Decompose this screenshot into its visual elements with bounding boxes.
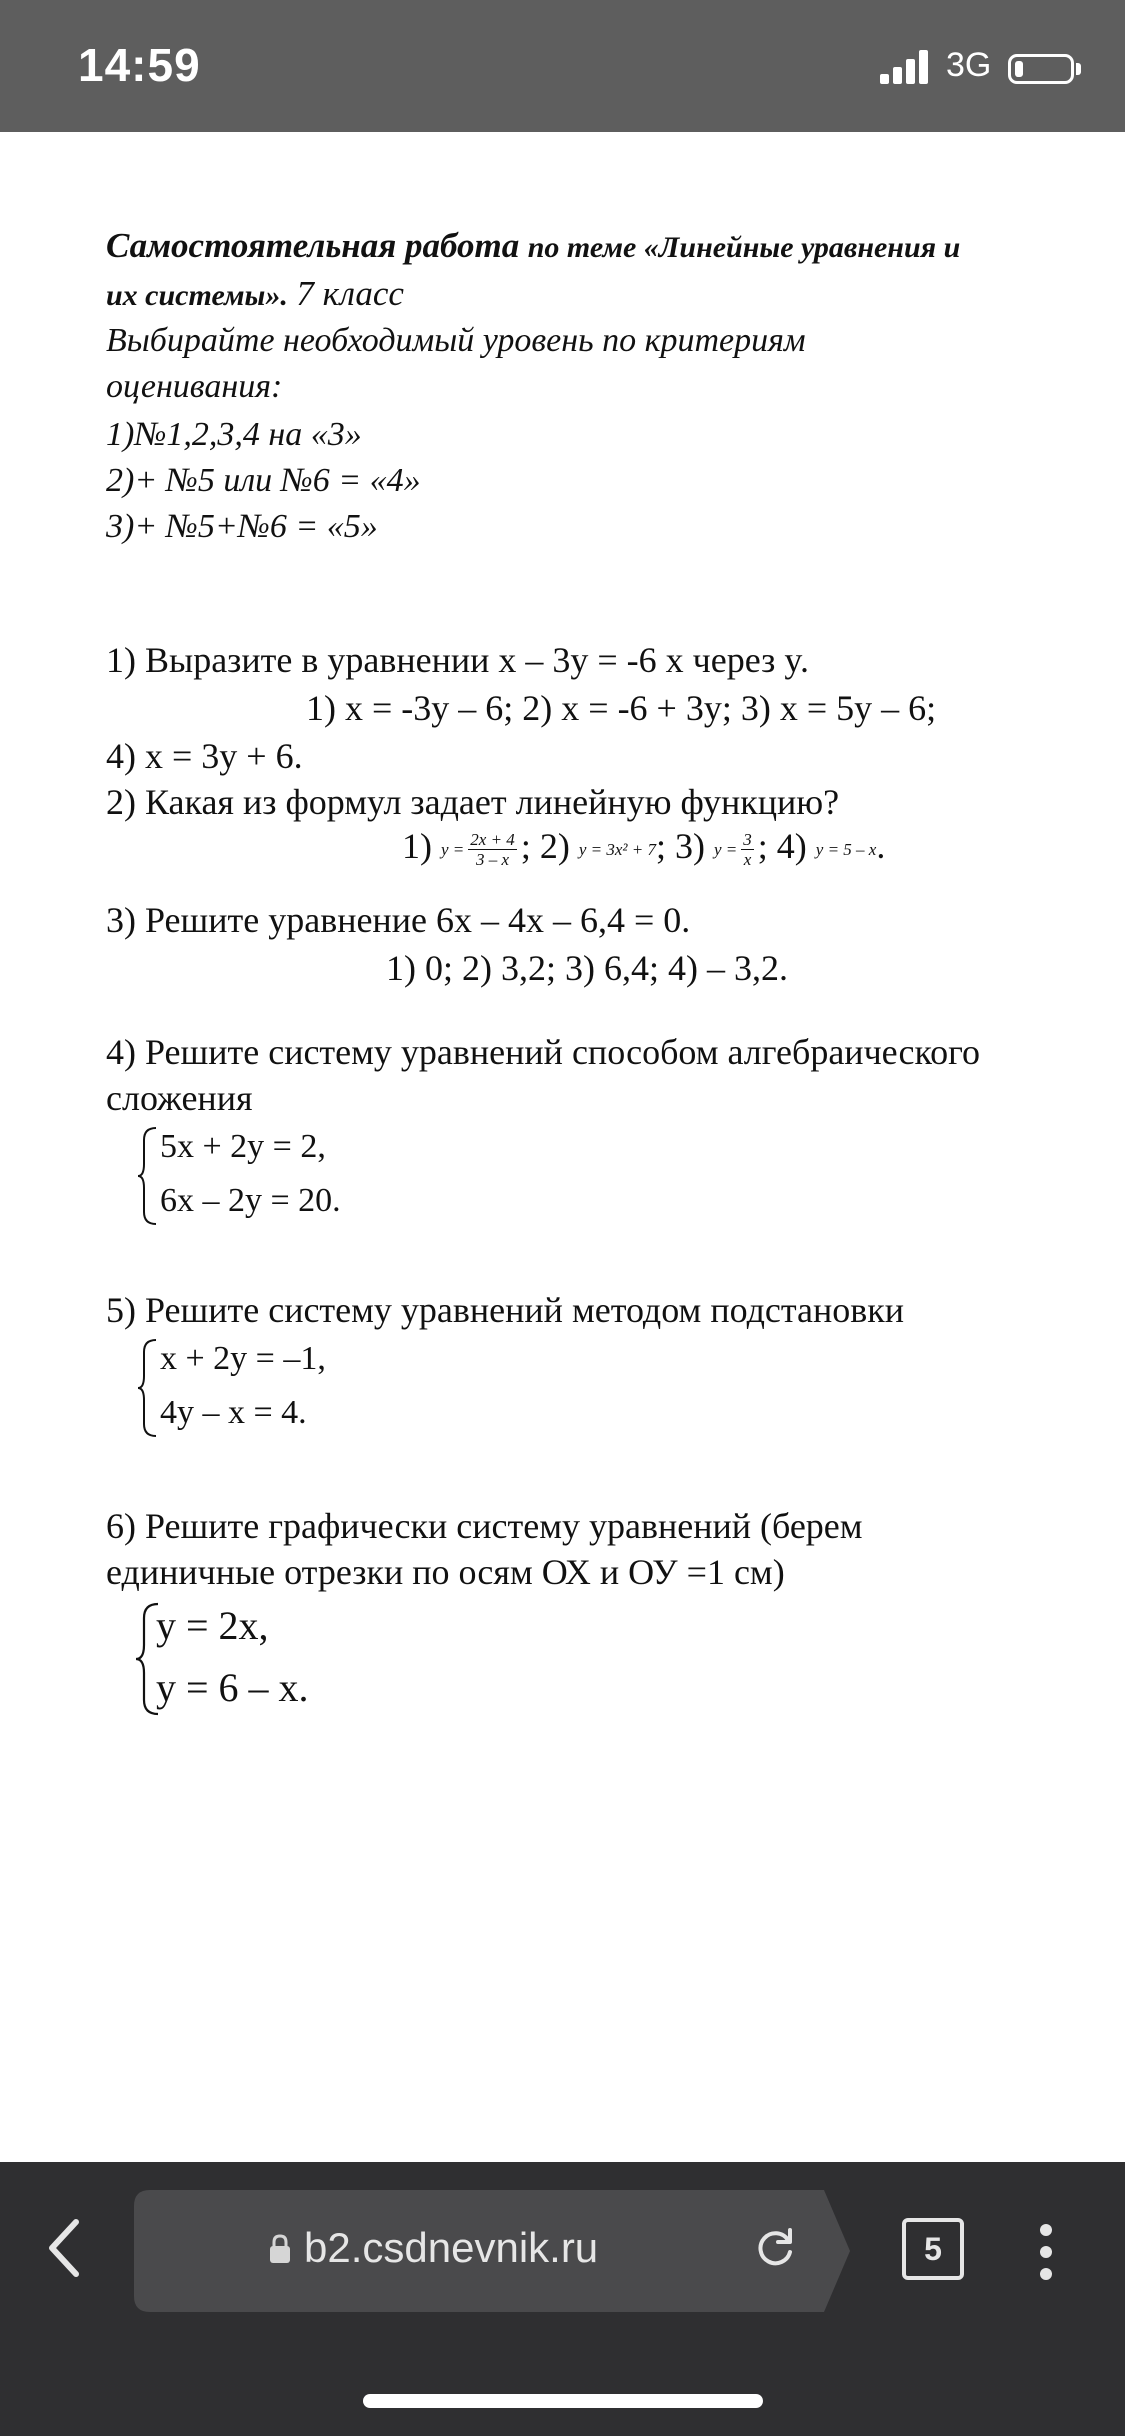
q5-equation-2: 4y – x = 4. [160, 1394, 307, 1431]
q5-equation-1: x + 2y = –1, [160, 1340, 326, 1377]
question-3-options: 1) 0; 2) 3,2; 3) 6,4; 4) – 3,2. [386, 948, 788, 988]
status-time: 14:59 [78, 39, 201, 91]
document-title-cont: их системы». 7 класс [106, 274, 404, 313]
question-5-prompt: 5) Решите систему уравнений методом подстановки [106, 1290, 905, 1330]
battery-tip [1076, 63, 1081, 75]
criteria-item-3: 3)+ №5+№6 = «5» [106, 508, 378, 545]
q4-equation-2: 6x – 2y = 20. [160, 1182, 341, 1219]
question-4-prompt-cont: сложения [106, 1078, 253, 1118]
question-6-prompt: 6) Решите графически систему уравнений (берем [106, 1506, 863, 1546]
question-1-options: 1) x = -3y – 6; 2) x = -6 + 3y; 3) x = 5y – 6; [306, 688, 937, 728]
status-bar [0, 0, 1125, 132]
q2-option-2-label: 2) [539, 826, 570, 866]
q2-option-2: y = 3x² + 7 [578, 840, 656, 860]
document-title: Самостоятельная работа по теме «Линейные уравнения и [106, 226, 961, 265]
battery-icon [1008, 54, 1074, 84]
battery-level-fill [1015, 61, 1023, 77]
question-2-prompt: 2) Какая из формул задает линейную функцию? [106, 782, 840, 822]
tabs-button[interactable]: 5 [902, 2218, 964, 2280]
more-menu-icon[interactable] [1036, 2222, 1056, 2282]
q2-option-4-label: 4) [776, 826, 807, 866]
signal-strength-icon [880, 50, 934, 84]
system-brace-icon [136, 1126, 158, 1226]
reload-icon[interactable] [752, 2226, 798, 2272]
question-1-prompt: 1) Выразите в уравнении x – 3y = -6 x через y. [106, 640, 810, 680]
q2-option-3-lhs: y = [713, 840, 738, 860]
q2-option-1-fraction: $\frac{2x + 4}{3 - x}$ [470, 829, 515, 870]
question-4-prompt: 4) Решите систему уравнений способом алгебраического [106, 1032, 981, 1072]
question-1-option-4: 4) x = 3y + 6. [106, 736, 303, 776]
q2-option-1-label: 1) [402, 826, 432, 866]
network-type: 3G [946, 46, 992, 84]
address-url[interactable]: b2.csdnevnik.ru [304, 2224, 599, 2271]
instruction-line-2: оценивания: [106, 368, 283, 405]
criteria-item-2: 2)+ №5 или №6 = «4» [106, 462, 421, 499]
instruction-line-1: Выбирайте необходимый уровень по критериям [106, 322, 806, 359]
lock-icon [268, 2233, 292, 2265]
q2-option-3-label: 3) [674, 826, 705, 866]
criteria-item-1: 1)№1,2,3,4 на «3» [106, 416, 362, 453]
home-indicator[interactable] [363, 2394, 763, 2408]
q2-option-4: y = 5 – x [815, 840, 877, 860]
q4-equation-1: 5x + 2y = 2, [160, 1128, 326, 1165]
question-6-prompt-cont: единичные отрезки по осям ОХ и ОУ =1 см) [106, 1552, 785, 1592]
q2-option-1-lhs: y = [441, 840, 465, 860]
q6-equation-1: y = 2x, [156, 1603, 269, 1648]
system-brace-icon [136, 1338, 158, 1438]
question-2-options: 1) y = $\frac{2x + 4}{3 - x}$ ; 2) y = 3x² + 7; 3) y = $\frac{3}{x}$ ; 4) y = 5 – x. [402, 826, 886, 870]
back-arrow-icon[interactable] [44, 2218, 84, 2278]
document-page [0, 132, 1125, 2162]
q2-option-3-fraction: $\frac{3}{x}$ [743, 829, 752, 870]
q6-equation-2: y = 6 – x. [156, 1665, 309, 1710]
question-3-prompt: 3) Решите уравнение 6x – 4x – 6,4 = 0. [106, 900, 691, 940]
